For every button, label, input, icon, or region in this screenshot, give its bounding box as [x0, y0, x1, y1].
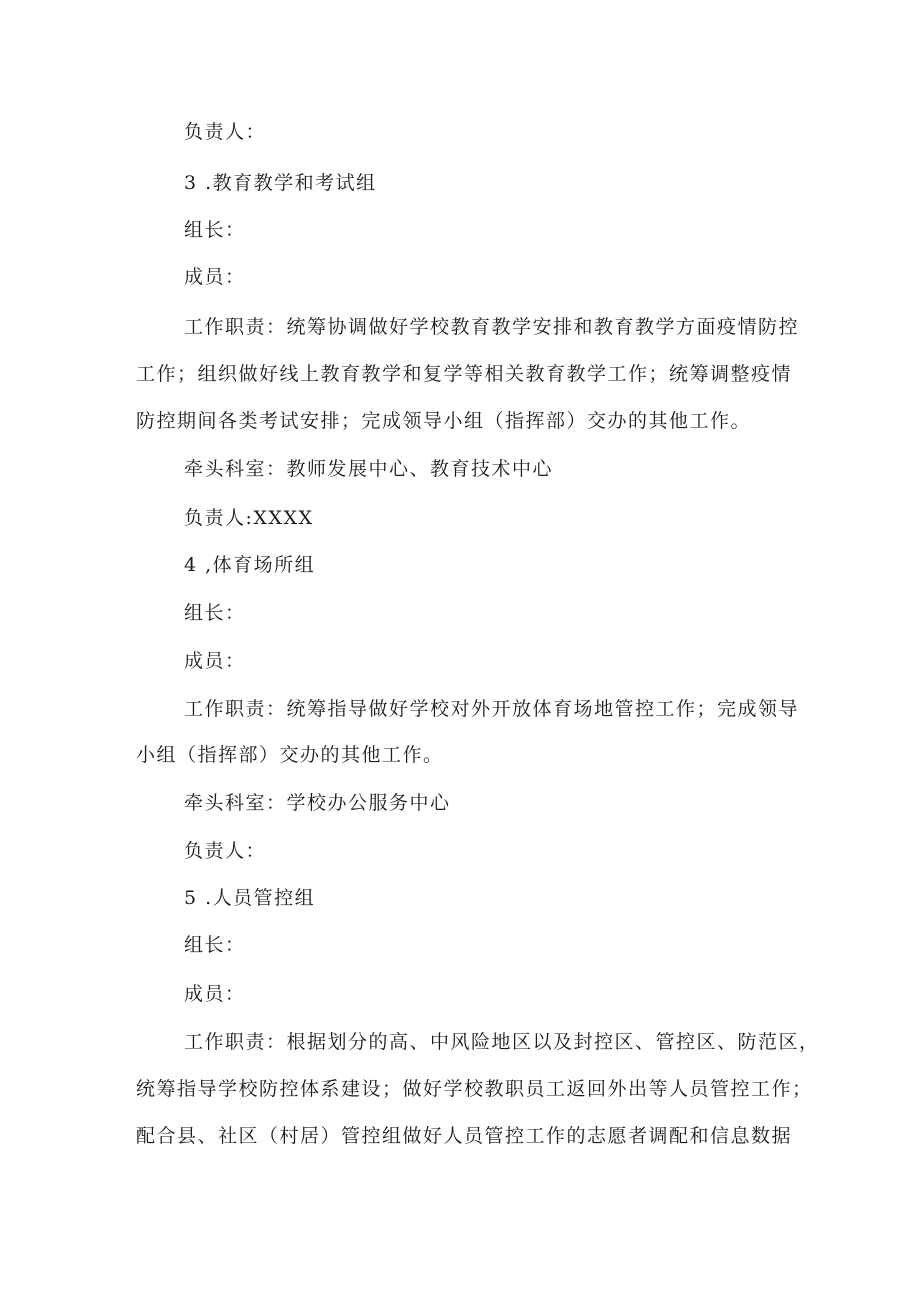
paragraph-group-leader: 组长： — [184, 602, 246, 624]
paragraph-duties-line-2: 工作；组织做好线上教育教学和复学等相关教育教学工作；统筹调整疫情 — [136, 363, 793, 385]
paragraph-duties-line-1: 工作职责：统筹协调做好学校教育教学安排和教育教学方面疫情防控 — [184, 316, 800, 338]
paragraph-responsible-person: 负责人： — [184, 840, 267, 862]
section-heading-personnel-control-group: 5 .人员管控组 — [184, 887, 316, 909]
paragraph-duties-line-3: 配合县、社区（村居）管控组做好人员管控工作的志愿者调配和信息数据 — [136, 1125, 793, 1147]
paragraph-responsible-person: 负责人:XXXX — [184, 507, 314, 529]
paragraph-members: 成员： — [184, 983, 246, 1005]
paragraph-duties-line-1: 工作职责：根据划分的高、中风险地区以及封控区、管控区、防范区， — [184, 1031, 820, 1053]
section-heading-teaching-exam-group: 3 .教育教学和考试组 — [184, 172, 377, 194]
paragraph-lead-office: 牵头科室：学校办公服务中心 — [184, 792, 451, 814]
paragraph-members: 成员： — [184, 650, 246, 672]
paragraph-duties-line-3: 防控期间各类考试安排；完成领导小组（指挥部）交办的其他工作。 — [136, 410, 752, 432]
paragraph-duties-line-1: 工作职责：统筹指导做好学校对外开放体育场地管控工作；完成领导 — [184, 698, 800, 720]
section-heading-sports-venue-group: 4 ,体育场所组 — [184, 554, 316, 576]
paragraph-responsible-person: 负责人： — [184, 121, 267, 143]
paragraph-duties-line-2: 统筹指导学校防控体系建设；做好学校教职员工返回外出等人员管控工作； — [136, 1078, 813, 1100]
paragraph-group-leader: 组长： — [184, 934, 246, 956]
paragraph-members: 成员： — [184, 266, 246, 288]
paragraph-duties-line-2: 小组（指挥部）交办的其他工作。 — [136, 744, 444, 766]
paragraph-group-leader: 组长： — [184, 219, 246, 241]
paragraph-lead-office: 牵头科室：教师发展中心、教育技术中心 — [184, 458, 554, 480]
